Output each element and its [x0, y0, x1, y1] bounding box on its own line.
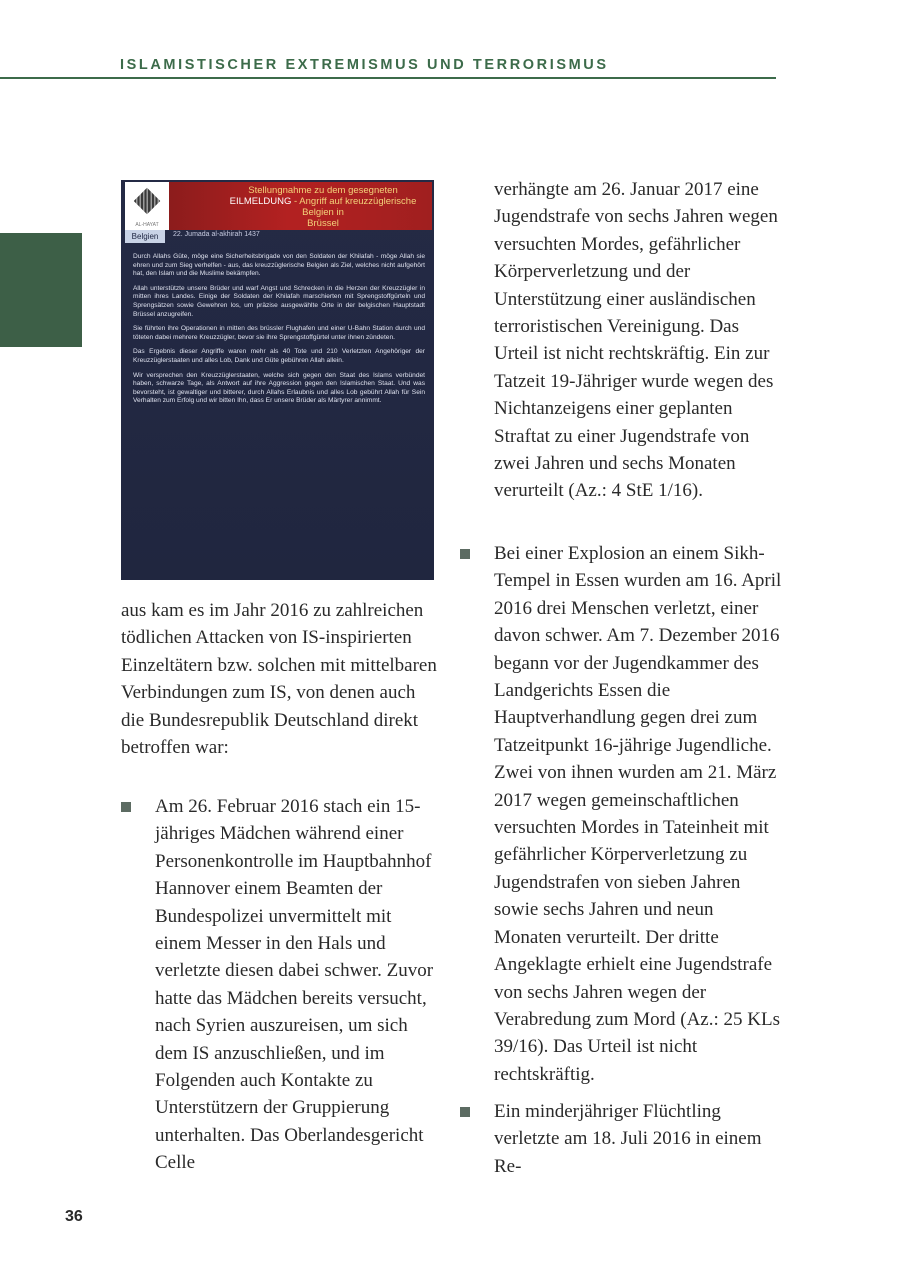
figure-title-label: EILMELDUNG: [229, 196, 292, 207]
figure-paragraph: Allah unterstützte unsere Brüder und warf Angst und Schrecken in die Herzen der Kreuzzügler in mitten ihres Landes. Einige der Soldaten der Khilafah marschierten mit Sprengstoffgürteln und Sprengsätzen sowie Gewehren los, um präzise ausgewählte Orte in der belgischen Hauptstadt Brüssel anzugreifen.: [133, 284, 425, 318]
figure-title-line3: Brüssel: [307, 218, 339, 229]
chapter-side-tab: [0, 233, 82, 347]
right-column-bullet-refugee: [460, 1098, 784, 1180]
figure-paragraph: Das Ergebnis dieser Angriffe waren mehr als 40 Tote und 210 Verletzten Angehöriger der Kreuzzüglerstaaten und alles Lob, Dank und Güte gebühren Allah allein.: [133, 348, 425, 364]
continuation-paragraph: verhängte am 26. Januar 2017 eine Jugendstrafe von sechs Jahren wegen versuchten Mordes, gefährlicher Körperverletzung und der Unterstützung einer ausländischen terroristischen Vereinigung. Das Urteil ist nicht rechtskräftig. Ein zur Tatzeit 19-Jähriger wurde wegen des Nichtanzeigens einer geplanten Straftat zu einer Jugendstrafe von zwei Jahren und sechs Monaten verurteilt (Az.: 4 StE 1/16).: [494, 179, 778, 502]
figure-logo: [125, 182, 169, 230]
figure-paragraph: Wir versprechen den Kreuzzüglerstaaten, welche sich gegen den Staat des Islams verbündet haben, schwarze Tage, als Antwort auf ihre Aggression gegen den Islamischen Staat. Und was bevorsteht, ist gewaltiger und bitterer, durch Allahs Erlaubnis und alles Lob gebührt Allah für Sein Verhalten zum Erfolg und wir bitten Ihn, dass Er unsere Brüder als Märtyrer annimmt.: [133, 371, 425, 405]
figure-title-line2-text: - Angriff auf kreuzzüglerische Belgien in: [294, 196, 417, 218]
figure-date: 22. Jumada al-akhirah 1437: [173, 231, 260, 238]
figure-country-tag: Belgien: [125, 230, 165, 243]
right-column-continuation: [494, 176, 784, 505]
intro-paragraph: aus kam es im Jahr 2016 zu zahlreichen tödlichen Attacken von IS-inspirierten Einzeltätern bzw. solchen mit mittelbaren Verbindungen zum IS, von denen auch die Bundesrepublik Deutschland direkt betroffen war:: [121, 600, 437, 759]
bullet-item-refugee: Ein minderjähriger Flüchtling verletzte am 18. Juli 2016 in einem Re-: [460, 1098, 784, 1180]
diamond-logo-icon: [134, 188, 160, 214]
page-number: 36: [65, 1208, 83, 1225]
figure-paragraph: Durch Allahs Güte, möge eine Sicherheitsbrigade von den Soldaten der Khilafah - möge Allah sie ehren und zum Sieg verhelfen - aus, das kreuzzüglerische Belgien als Ziel, welches nicht aufgehört hat, den Islam und die Muslime bekämpfen.: [133, 253, 425, 278]
bullet-item-essen: Bei einer Explosion an einem Sikh-Tempel in Essen wurden am 16. April 2016 drei Menschen verletzt, einer davon schwer. Am 7. Dezember 2016 begann vor der Jugendkammer des Landgerichts Essen die Hauptverhandlung gegen drei zum Tatzeitpunkt 16-jährige Jugendliche. Zwei von ihnen wurden am 21. März 2017 wegen gemeinschaftlichen versuchten Mordes in Tateinheit mit gefährlicher Körperverletzung zu Jugendstrafen von sieben Jahren sowie sechs Jahren und neun Monaten verurteilt. Der dritte Angeklagte erhielt eine Jugendstrafe von sechs Jahren wegen der Verabredung zum Mord (Az.: 25 KLs 39/16). Das Urteil ist nicht rechtskräftig.: [460, 540, 784, 1088]
left-column-bullet: [121, 793, 441, 1177]
figure-title-line2: [223, 196, 423, 218]
figure-logo-caption: AL-HAYAT: [135, 222, 159, 228]
right-column-bullet-essen: [460, 540, 784, 1088]
header-rule: [0, 77, 776, 79]
left-column-intro: [121, 597, 441, 761]
bullet-item-hannover: Am 26. Februar 2016 stach ein 15-jähriges Mädchen während einer Personenkontrolle im Hauptbahnhof Hannover einem Beamten der Bundespolizei unvermittelt mit einem Messer in den Hals und verletzte diesen dabei schwer. Zuvor hatte das Mädchen bereits versucht, nach Syrien auszureisen, um sich dem IS anzuschließen, und im Folgenden auch Kontakte zu Unterstützern der Gruppierung unterhalten. Das Oberlandesgericht Celle: [121, 793, 441, 1177]
figure-paragraph: Sie führten ihre Operationen in mitten des brüssler Flughafen und einer U-Bahn Station durch und töteten dabei mehrere Kreuzzügler, bevor sie ihre Sprengstoffgürtel unter ihnen zündeten.: [133, 325, 425, 341]
embedded-screenshot-figure: [121, 180, 434, 580]
figure-title-line1: Stellungnahme zu dem gesegneten: [248, 185, 398, 196]
figure-title: [223, 185, 423, 229]
figure-body-text: [133, 253, 425, 412]
running-head: ISLAMISTISCHER EXTREMISMUS UND TERRORISMUS: [120, 57, 609, 73]
